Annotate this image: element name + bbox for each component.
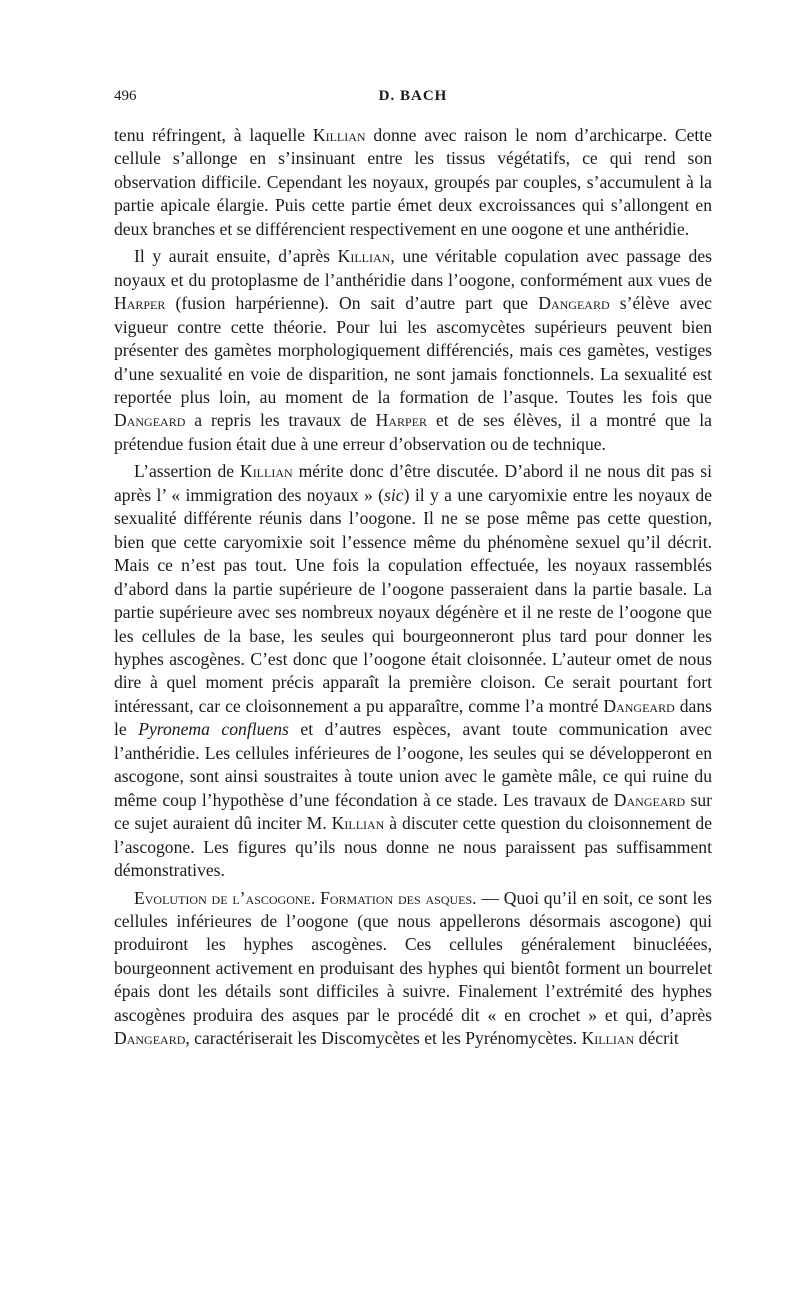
small-caps-text: Harper [114, 293, 166, 314]
italic-text: Pyronema confluens [138, 719, 289, 740]
text-run: , une véritable copulation avec passage des noyaux et du protoplasme de l’anthéridie dans l’oogone, conformément aux vues de [114, 246, 712, 290]
small-caps-text: Killian [312, 125, 366, 145]
small-caps-text: Harper [375, 410, 428, 431]
text-run: dans le [114, 695, 712, 740]
text-run: décrit [634, 1028, 679, 1049]
small-caps-text: Killian [337, 246, 391, 267]
small-caps-text: Killian [331, 813, 385, 834]
text-run: , caractériserait les Discomycètes et les Pyrénomycètes. [185, 1028, 582, 1049]
page-number: 496 [114, 88, 137, 104]
text-run: sur ce sujet auraient dû inciter M. [114, 789, 713, 834]
small-caps-text: Dangeard [538, 293, 610, 314]
running-head: D. BACH [378, 88, 448, 104]
small-caps-text: Dangeard [114, 1028, 186, 1049]
text-run: L’assertion de [134, 461, 240, 482]
text-run: Il y aurait ensuite, d’après [134, 246, 338, 267]
small-caps-text: Killian [581, 1028, 635, 1049]
text-run: et de ses élèves, il a montré que la prétendue fusion était due à une erreur d’observation ou de technique. [114, 410, 712, 454]
paragraph [114, 887, 712, 1051]
text-run: s’élève avec vigueur contre cette théorie. Pour lui les ascomycètes supérieurs peuvent bien présenter des gamètes morphologiquement différenciés, mais ces gamètes, vestiges d’une sexualité en voie de disparition, ne sont jamais fonctionnels. La sexualité est reportée plus loin, au moment de la formation de l’asque. Toutes les fois que [114, 293, 712, 407]
small-caps-text: Dangeard [114, 410, 186, 431]
small-caps-text: Dangeard [603, 695, 675, 716]
paragraph [114, 245, 712, 456]
text-run: (fusion harpérienne). On sait d’autre part que [165, 293, 539, 314]
body-text [114, 124, 712, 1055]
page-header [114, 88, 712, 112]
text-run: et d’autres espèces, avant toute communication avec l’anthéridie. Les cellules inférieures de l’oogone, les seules qui se développeront en ascogone, sont ainsi soustraites à toute union avec le gamète mâle, ce qui ruine du même coup l’hypothèse d’une fécondation à ce stade. Les travaux de [114, 719, 712, 810]
paragraph [114, 124, 712, 241]
text-run: tenu réfringent, à laquelle [114, 125, 313, 145]
text-run: à discuter cette question du cloisonnement de l’ascogone. Les figures qu’ils nous donne ne nous paraissent pas suffisamment démonstratives. [114, 813, 712, 881]
text-run: — Quoi qu’il en soit, ce sont les cellules inférieures de l’oogone (que nous appellerons désormais ascogone) qui produiront les hyphes ascogènes. Ces cellules généralement binucléées, bourgeonnent activement en produisant des hyphes qui bientôt forment un bourrelet épais dont les détails sont difficiles à suivre. Finalement l’extrémité des hyphes ascogènes produira des asques par le procédé dit « en crochet » et qui, d’après [114, 887, 712, 1025]
small-caps-text: Dangeard [613, 789, 686, 810]
text-run: a repris les travaux de [185, 410, 376, 431]
paragraph [114, 460, 712, 882]
text-run: mérite donc d’être discutée. D’abord il ne nous dit pas si après l’ « immigration des noyaux » ( [114, 461, 712, 505]
small-caps-text: Killian [239, 461, 293, 482]
text-run: ) il y a une caryomixie entre les noyaux de sexualité différente réunis dans l’oogone. Il ne se pose même pas cette question, bien que cette caryomixie soit l’essence même du phénomène sexuel qu’il décrit. Mais ce n’est pas tout. Une fois la copulation effectuée, les noyaux rassemblés d’abord dans la partie supérieure de l’oogone passeraient dans la partie basale. La partie supérieure avec ses nombreux noyaux dégénère et il ne reste de l’oogone que les cellules de la base, les seules qui bourgeonneront plus tard pour donner les hyphes ascogènes. C’est donc que l’oogone était cloisonnée. L’auteur omet de nous dire à quel moment précis apparaît la première cloison. Ce serait pourtant fort intéressant, car ce cloisonnement a pu apparaître, comme l’a montré [114, 484, 712, 716]
italic-text: sic [384, 484, 404, 505]
text-run: donne avec raison le nom d’archicarpe. Cette cellule s’allonge en s’insinuant entre les tissus végétatifs, ce qui rend son observation difficile. Cependant les noyaux, groupés par couples, s’accumulent à la partie apicale élargie. Puis cette partie émet deux excroissances qui s’allongent en deux branches et se différencient respectivement en une oogone et une anthéridie. [114, 125, 712, 239]
small-caps-text: Evolution de l’ascogone. Formation des asques. [134, 887, 477, 908]
